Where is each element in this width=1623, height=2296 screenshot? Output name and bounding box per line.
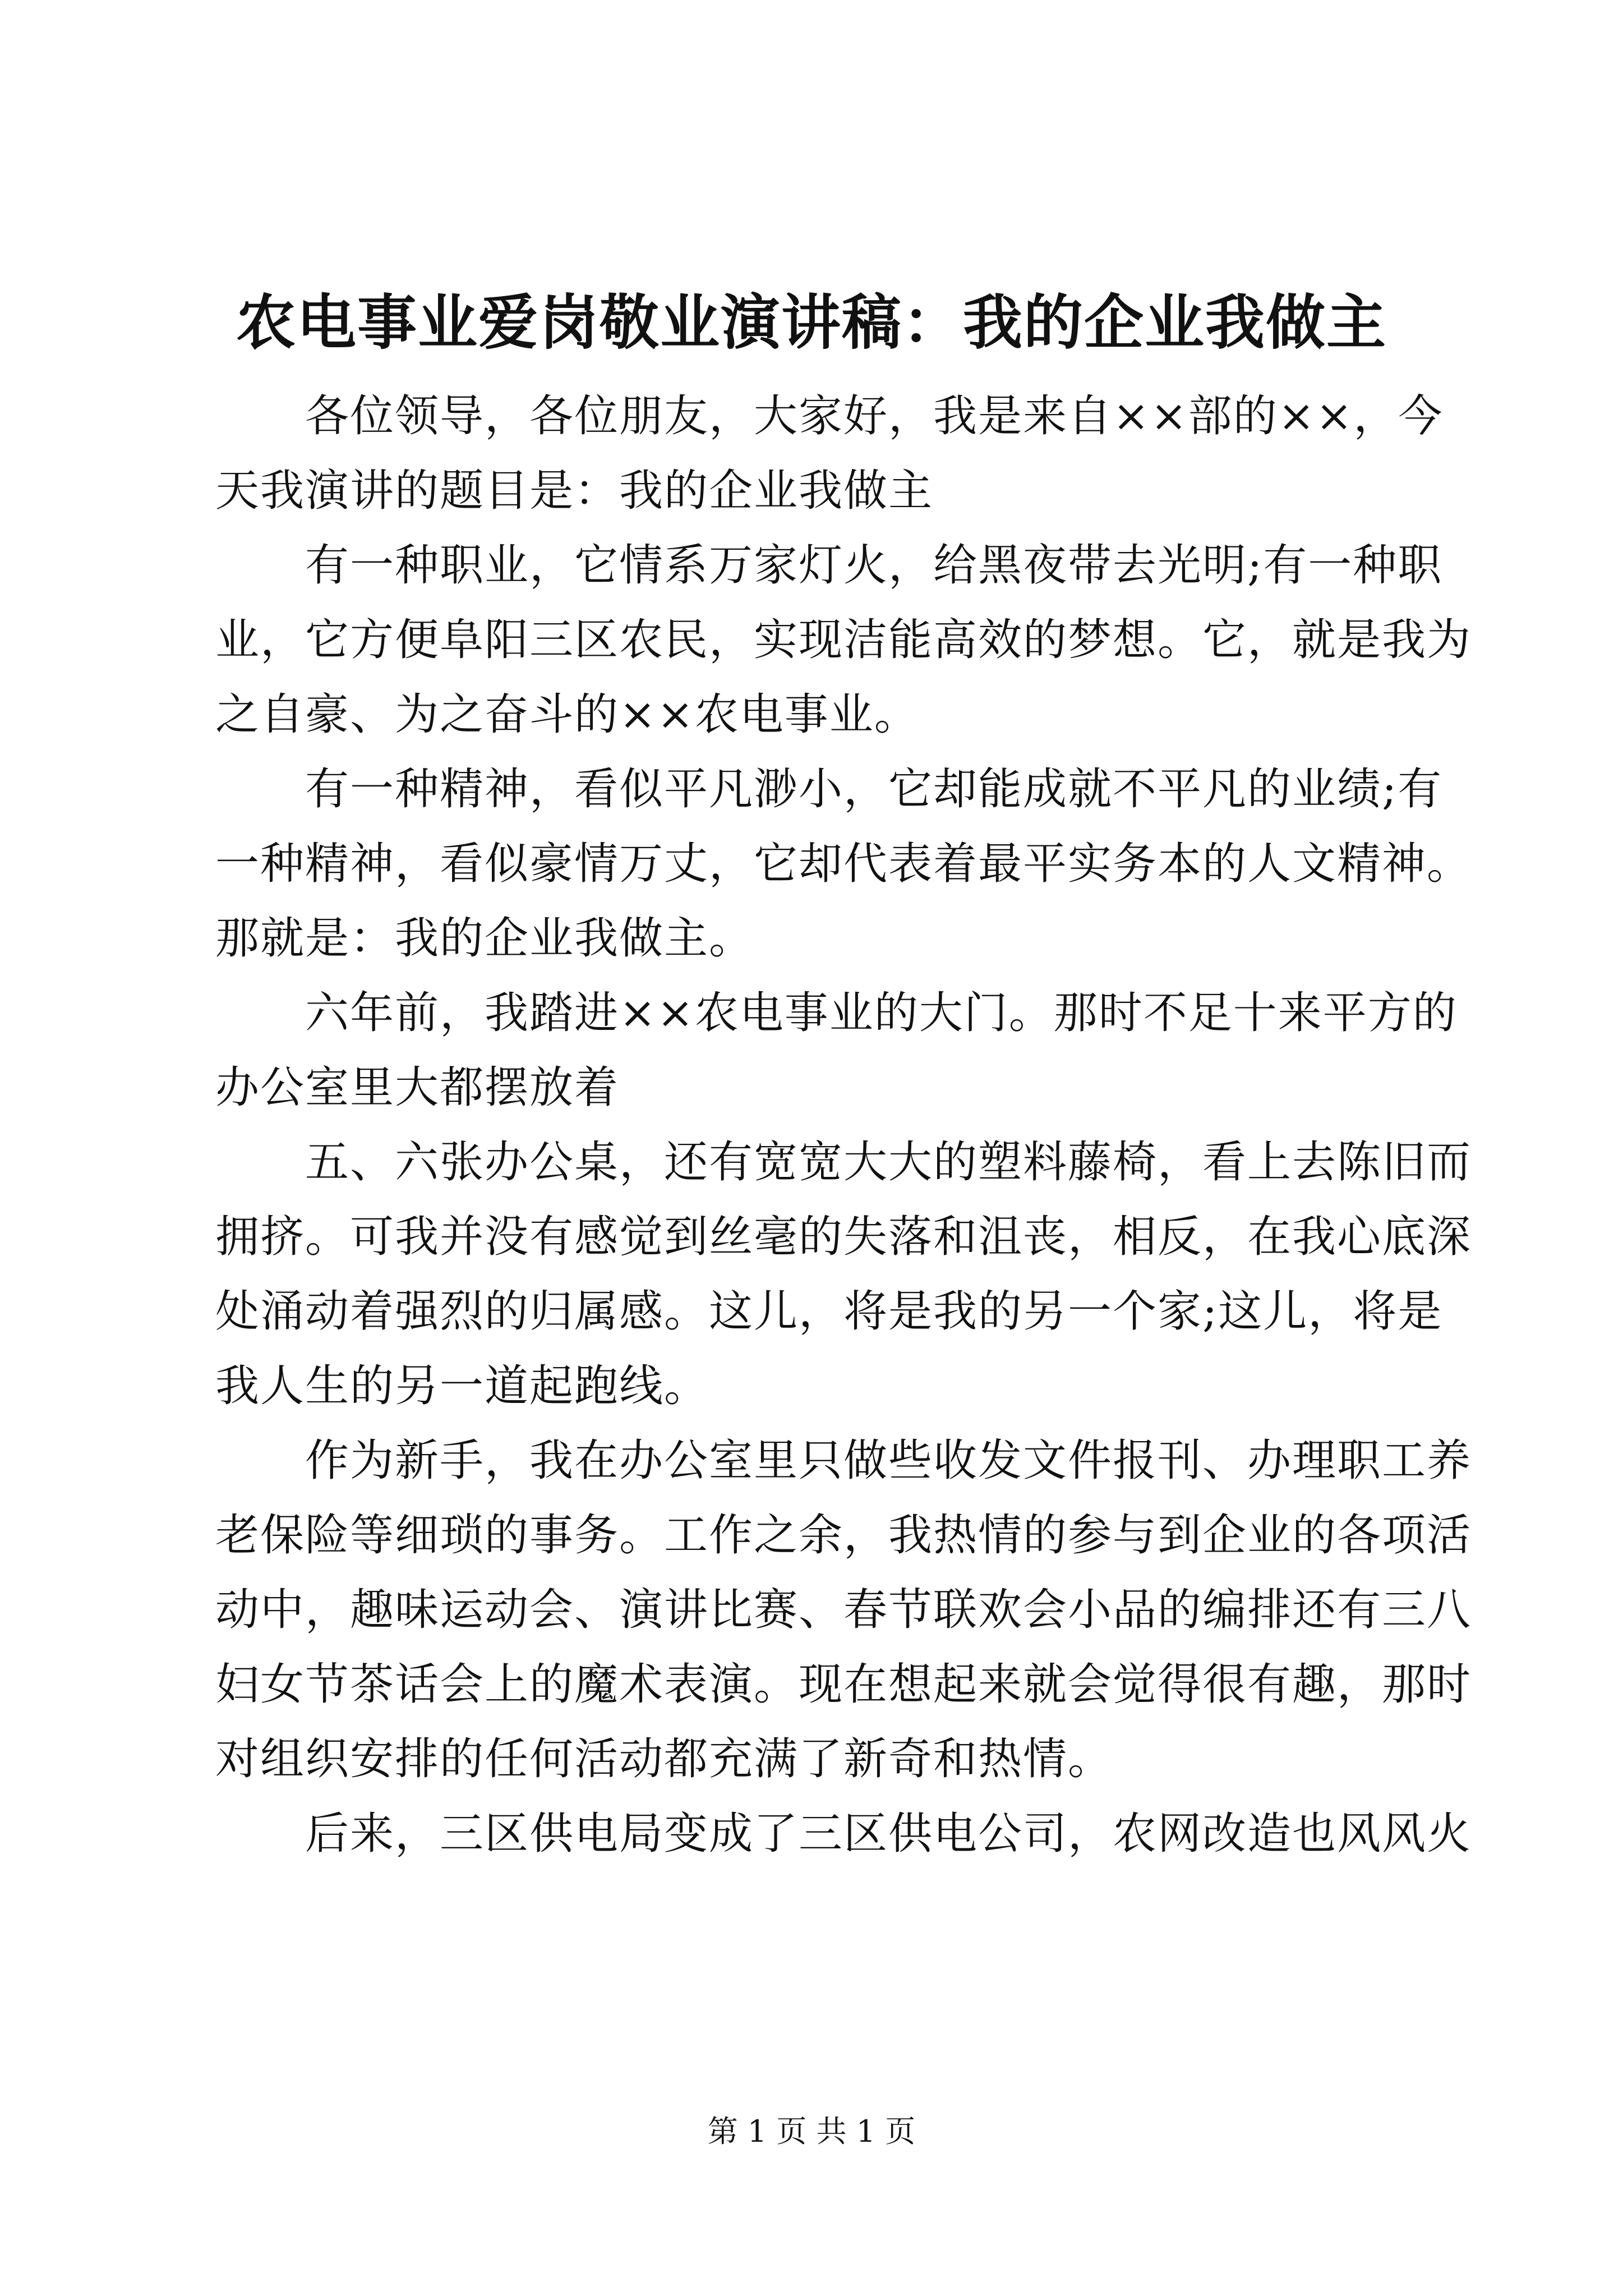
text-line: 动中，趣味运动会、演讲比赛、春节联欢会小品的编排还有三八 (215, 1585, 1472, 1635)
text-line: 之自豪、为之奋斗的××农电事业。 (215, 689, 919, 740)
document-title: 农电事业爱岗敬业演讲稿：我的企业我做主 (236, 287, 1387, 357)
text-line: 各位领导，各位朋友，大家好，我是来自××部的××，今 (305, 391, 1444, 441)
text-line: 拥挤。可我并没有感觉到丝毫的失落和沮丧，相反，在我心底深 (215, 1212, 1472, 1262)
text-line: 业，它方便阜阳三区农民，实现洁能高效的梦想。它，就是我为 (215, 615, 1472, 665)
text-line: 有一种职业，它情系万家灯火，给黑夜带去光明;有一种职 (305, 540, 1443, 591)
paragraph-6 (215, 1424, 1472, 1797)
text-line: 那就是：我的企业我做主。 (215, 913, 754, 964)
document-body (215, 379, 1472, 1871)
paragraph-3 (215, 752, 1472, 976)
text-line: 一种精神，看似豪情万丈，它却代表着最平实务本的人文精神。 (215, 839, 1472, 889)
paragraph-7 (215, 1797, 1472, 1871)
text-line: 天我演讲的题目是：我的企业我做主 (215, 466, 934, 516)
text-line: 有一种精神，看似平凡渺小，它却能成就不平凡的业绩;有 (305, 764, 1443, 815)
paragraph-1 (215, 379, 1444, 528)
text-line: 处涌动着强烈的归属感。这儿，将是我的另一个家;这儿，将是 (215, 1286, 1443, 1337)
paragraph-4 (215, 976, 1458, 1125)
text-line: 对组织安排的任何活动都充满了新奇和热情。 (215, 1734, 1113, 1784)
text-line: 后来，三区供电局变成了三区供电公司，农网改造也风风火 (305, 1809, 1472, 1859)
paragraph-2 (215, 528, 1472, 752)
text-line: 六年前，我踏进××农电事业的大门。那时不足十来平方的 (305, 988, 1458, 1038)
text-line: 五、六张办公桌，还有宽宽大大的塑料藤椅，看上去陈旧而 (305, 1137, 1472, 1188)
text-line: 老保险等细琐的事务。工作之余，我热情的参与到企业的各项活 (215, 1510, 1472, 1561)
text-line: 作为新手，我在办公室里只做些收发文件报刊、办理职工养 (305, 1435, 1472, 1486)
text-line: 我人生的另一道起跑线。 (215, 1361, 709, 1411)
text-line: 办公室里大都摆放着 (215, 1062, 620, 1113)
page-footer: 第 1 页 共 1 页 (707, 2114, 916, 2149)
text-line: 妇女节茶话会上的魔术表演。现在想起来就会觉得很有趣，那时 (215, 1659, 1472, 1710)
paragraph-5 (215, 1125, 1472, 1424)
